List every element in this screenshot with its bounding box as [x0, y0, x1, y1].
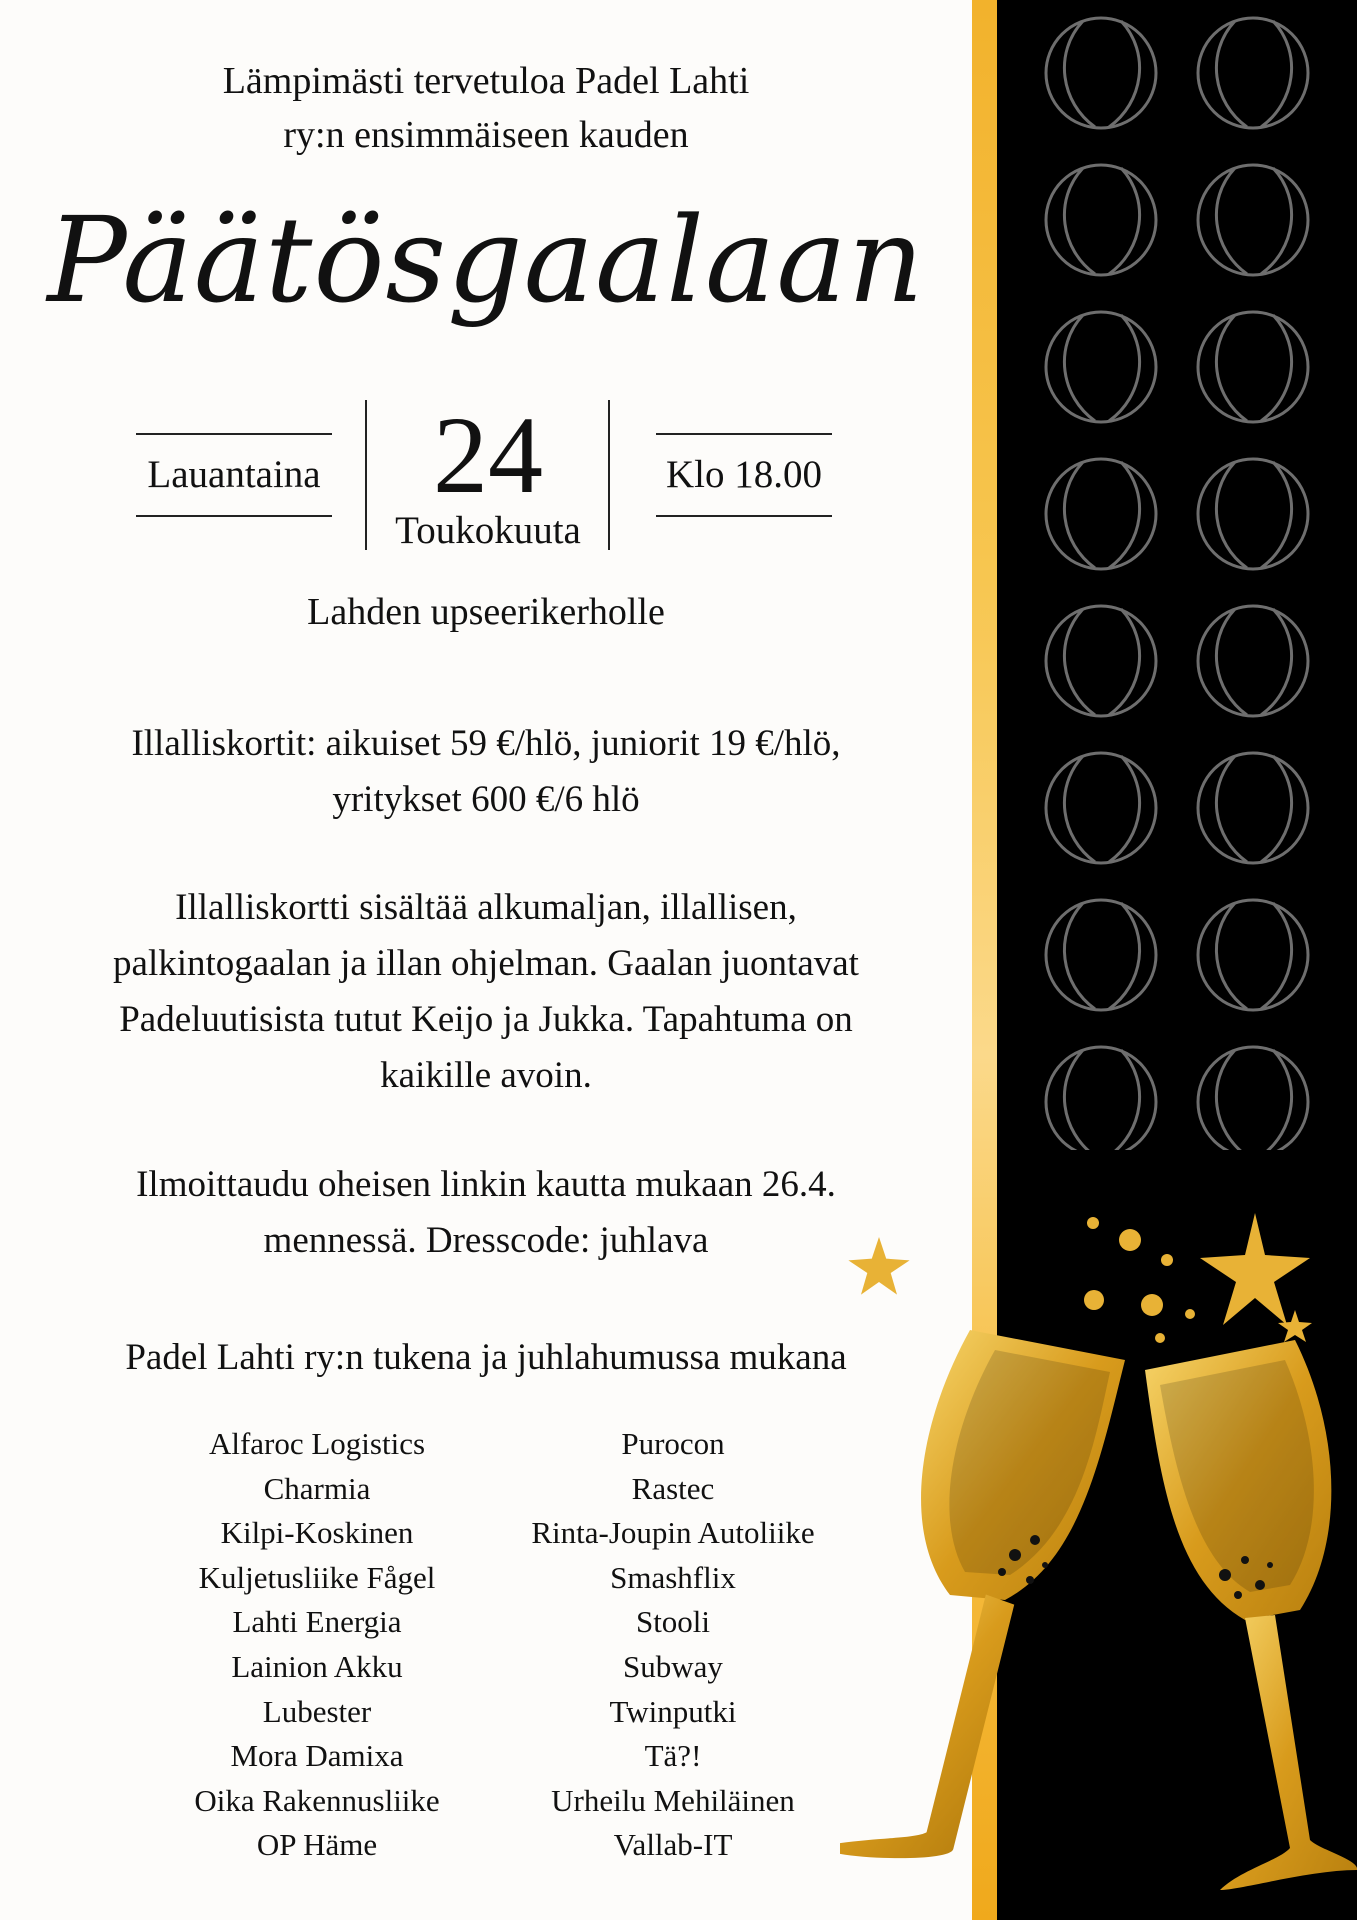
intro-line: ry:n ensimmäiseen kauden: [283, 114, 689, 156]
sponsor-name: Lainion Akku: [231, 1648, 403, 1684]
sponsor-name: Tä?!: [644, 1738, 702, 1774]
sponsor-name: Alfaroc Logistics: [208, 1426, 426, 1461]
sponsor-name: Urheilu Mehiläinen: [551, 1782, 795, 1818]
price-info: [0, 716, 972, 828]
padel-ball-icon: [1198, 900, 1308, 1010]
sponsor-name: Smashflix: [610, 1559, 736, 1595]
signup-line: mennessä. Dresscode: juhlava: [263, 1220, 709, 1261]
padel-ball-icon: [1198, 753, 1308, 863]
padel-ball-icon: [1046, 312, 1156, 422]
sponsor-name: OP Häme: [256, 1827, 378, 1863]
intro-line: Lämpimästi tervetuloa Padel Lahti: [222, 60, 750, 102]
padel-ball-icon: [1046, 900, 1156, 1010]
padel-ball-icon: [1046, 165, 1156, 275]
price-line: yritykset 600 €/6 hlö: [332, 779, 640, 820]
month-name: Toukokuuta: [395, 509, 581, 552]
divider-line: [136, 433, 332, 435]
intro-text: [0, 54, 972, 162]
sponsor-list-right: [500, 1422, 846, 1868]
sponsor-name: Mora Damixa: [230, 1738, 404, 1774]
divider-line: [136, 515, 332, 517]
padel-ball-icon: [1198, 165, 1308, 275]
sponsor-name: Rinta-Joupin Autoliike: [531, 1515, 815, 1551]
sponsor-name: Purocon: [621, 1426, 725, 1461]
padel-ball-icon: [1198, 18, 1308, 128]
day-name: Lauantaina: [147, 453, 321, 496]
sponsor-name: Rastec: [631, 1470, 715, 1506]
description-line: Padeluutisista tutut Keijo ja Jukka. Tapahtuma on: [119, 999, 853, 1040]
day-number: 24: [433, 394, 543, 516]
padel-ball-icon: [1046, 459, 1156, 569]
padel-ball-icon: [1046, 1047, 1156, 1150]
sponsor-name: Vallab-IT: [613, 1827, 733, 1863]
signup-info: [0, 1157, 972, 1269]
sponsor-name: Lubester: [262, 1693, 372, 1729]
event-title: Päätösgaalaan: [47, 191, 925, 329]
price-line: Illalliskortit: aikuiset 59 €/hlö, juniorit 19 €/hlö,: [131, 723, 841, 764]
sponsor-name: Kuljetusliike Fågel: [198, 1559, 436, 1595]
star-icon: [848, 1237, 909, 1295]
description-line: Illalliskortti sisältää alkumaljan, illallisen,: [175, 887, 797, 928]
sponsor-name: Kilpi-Koskinen: [220, 1515, 414, 1551]
divider-line: [365, 400, 367, 550]
star-icon: [1200, 1213, 1310, 1325]
padel-ball-icon: [1198, 459, 1308, 569]
sponsor-name: Stooli: [635, 1604, 711, 1640]
padel-ball-icon: [1198, 312, 1308, 422]
event-time: Klo 18.00: [666, 453, 822, 496]
padel-ball-pattern: [997, 0, 1357, 1150]
venue: Lahden upseerikerholle: [307, 591, 665, 633]
sponsor-list-left: [150, 1422, 484, 1868]
sponsor-name: Oika Rakennusliike: [194, 1782, 440, 1818]
padel-ball-icon: [1046, 606, 1156, 716]
padel-ball-icon: [1046, 18, 1156, 128]
padel-ball-icon: [1046, 753, 1156, 863]
support-heading: Padel Lahti ry:n tukena ja juhlahumussa mukana: [125, 1337, 847, 1378]
description-line: palkintogaalan ja illan ohjelman. Gaalan juontavat: [113, 943, 859, 984]
sponsor-name: Charmia: [263, 1470, 371, 1506]
divider-line: [656, 433, 832, 435]
sponsor-name: Lahti Energia: [232, 1604, 402, 1640]
signup-line: Ilmoittaudu oheisen linkin kautta mukaan 26.4.: [136, 1164, 836, 1205]
padel-ball-icon: [1198, 1047, 1308, 1150]
divider-line: [608, 400, 610, 550]
description-line: kaikille avoin.: [380, 1055, 592, 1096]
event-description: [0, 880, 972, 1104]
divider-line: [656, 515, 832, 517]
sponsor-name: Twinputki: [609, 1693, 737, 1729]
padel-ball-icon: [1198, 606, 1308, 716]
sponsor-name: Subway: [623, 1648, 723, 1684]
champagne-glasses-icon: [840, 1200, 1357, 1920]
